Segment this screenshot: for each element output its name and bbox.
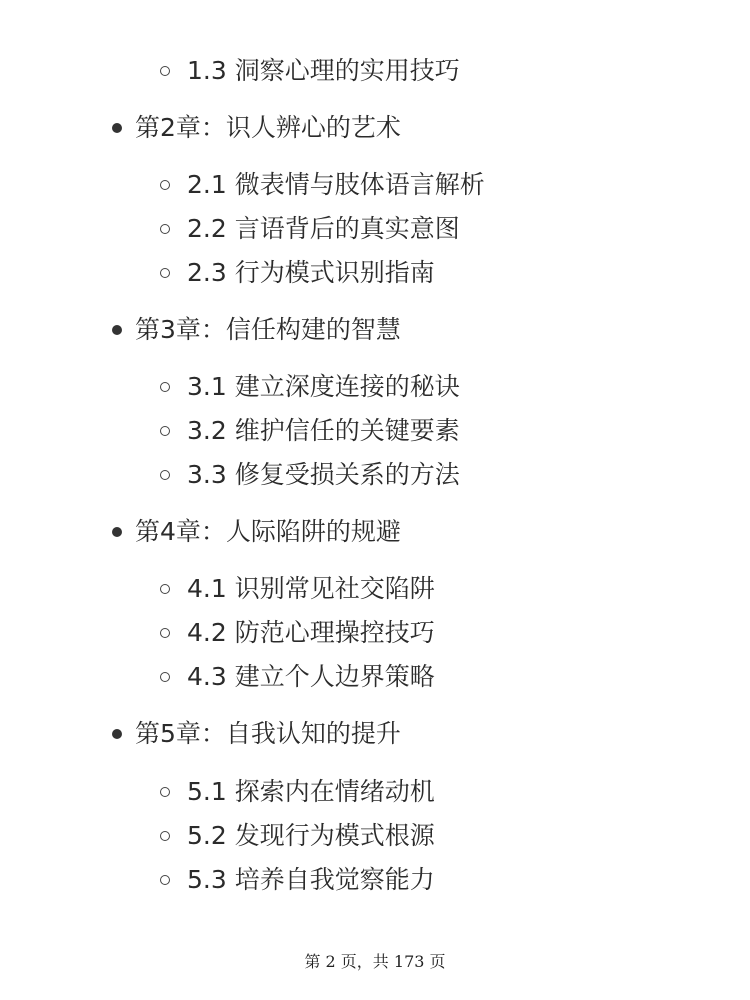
toc-section-4-2 [160, 616, 435, 650]
toc-section-5-3 [160, 863, 435, 897]
toc-entry-text: 1.3 洞察心理的实用技巧 [187, 56, 460, 85]
disc-bullet-icon [112, 123, 122, 133]
toc-entry-text: 第4章：人际陷阱的规避 [135, 517, 401, 546]
disc-bullet-icon [112, 729, 122, 739]
circle-bullet-icon [160, 831, 170, 841]
toc-section-2-3 [160, 256, 435, 290]
toc-entry-text: 3.1 建立深度连接的秘诀 [187, 372, 460, 401]
toc-section-2-1 [160, 168, 485, 202]
toc-entry-text: 5.1 探索内在情绪动机 [187, 777, 435, 806]
circle-bullet-icon [160, 584, 170, 594]
circle-bullet-icon [160, 426, 170, 436]
toc-entry-text: 4.3 建立个人边界策略 [187, 662, 435, 691]
toc-entry-text: 2.2 言语背后的真实意图 [187, 214, 460, 243]
circle-bullet-icon [160, 672, 170, 682]
toc-section-4-1 [160, 572, 435, 606]
toc-entry-text: 第5章：自我认知的提升 [135, 719, 401, 748]
circle-bullet-icon [160, 224, 170, 234]
circle-bullet-icon [160, 66, 170, 76]
toc-section-5-2 [160, 819, 435, 853]
toc-section-3-2 [160, 414, 460, 448]
circle-bullet-icon [160, 268, 170, 278]
toc-entry-text: 2.1 微表情与肢体语言解析 [187, 170, 485, 199]
toc-entry-text: 第3章：信任构建的智慧 [135, 315, 401, 344]
toc-chapter-3 [112, 313, 401, 347]
toc-entry-text: 5.3 培养自我觉察能力 [187, 865, 435, 894]
toc-chapter-2 [112, 111, 401, 145]
toc-entry-text: 3.3 修复受损关系的方法 [187, 460, 460, 489]
toc-section-4-3 [160, 660, 435, 694]
circle-bullet-icon [160, 470, 170, 480]
toc-entry-text: 5.2 发现行为模式根源 [187, 821, 435, 850]
disc-bullet-icon [112, 325, 122, 335]
toc-section-3-3 [160, 458, 460, 492]
toc-chapter-4 [112, 515, 401, 549]
circle-bullet-icon [160, 875, 170, 885]
toc-entry-text: 2.3 行为模式识别指南 [187, 258, 435, 287]
circle-bullet-icon [160, 382, 170, 392]
circle-bullet-icon [160, 787, 170, 797]
toc-section-5-1 [160, 775, 435, 809]
disc-bullet-icon [112, 527, 122, 537]
toc-section-2-2 [160, 212, 460, 246]
toc-section-3-1 [160, 370, 460, 404]
toc-section-1-3 [160, 54, 460, 88]
toc-chapter-5 [112, 717, 401, 751]
toc-entry-text: 3.2 维护信任的关键要素 [187, 416, 460, 445]
toc-entry-text: 第2章：识人辨心的艺术 [135, 113, 401, 142]
toc-entry-text: 4.2 防范心理操控技巧 [187, 618, 435, 647]
page-number-footer: 第 2 页，共 173 页 [304, 952, 446, 971]
toc-entry-text: 4.1 识别常见社交陷阱 [187, 574, 435, 603]
circle-bullet-icon [160, 628, 170, 638]
circle-bullet-icon [160, 180, 170, 190]
